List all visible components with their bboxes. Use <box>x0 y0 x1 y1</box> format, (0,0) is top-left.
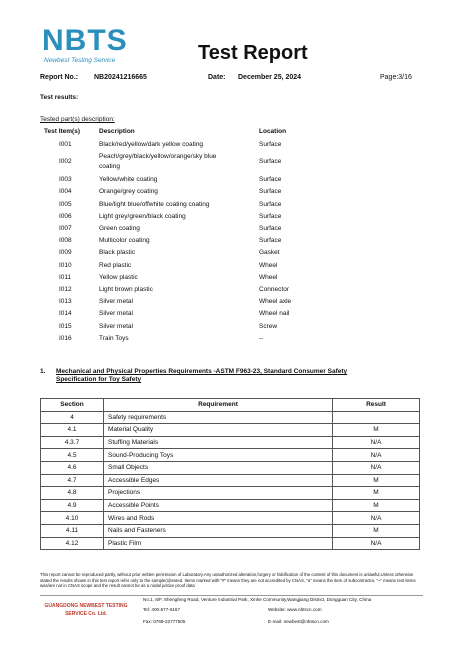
part-location: Screw <box>259 322 278 330</box>
part-item-id: I005 <box>59 200 72 208</box>
table-row <box>41 474 420 487</box>
part-item-id: I006 <box>59 212 72 220</box>
part-item-id: I009 <box>59 249 72 257</box>
part-description: Yellow plastic <box>99 273 138 281</box>
part-item-id: I012 <box>59 286 72 293</box>
col-test-item: Test Item(s) <box>44 128 80 135</box>
part-location: Surface <box>259 188 282 196</box>
row-requirement: Sound-Producing Toys <box>104 449 333 462</box>
part-description: Peach/grey/black/yellow/orange/sky blue <box>99 153 217 161</box>
part-location: Wheel axle <box>259 298 292 306</box>
header-result: Result <box>333 399 420 412</box>
row-requirement: Accessible Points <box>104 499 333 512</box>
part-item-id: I011 <box>59 273 72 281</box>
part-description: Silver metal <box>99 298 133 306</box>
table-row <box>41 461 420 474</box>
footer-divider <box>40 595 423 596</box>
row-section: 4.11 <box>41 524 104 537</box>
part-location: Gasket <box>259 249 280 257</box>
row-section: 4.12 <box>41 537 104 550</box>
part-location: Wheel <box>259 261 278 269</box>
row-section: 4.5 <box>41 449 104 462</box>
date-value: December 25, 2024 <box>238 74 302 81</box>
report-no-value: NB20241216665 <box>94 74 147 81</box>
section-title-line2: Specification for Toy Safety <box>56 376 142 383</box>
date-label: Date: <box>208 74 226 81</box>
part-description: Train Toys <box>99 334 129 342</box>
table-header-row <box>41 399 420 412</box>
row-requirement: Accessible Edges <box>104 474 333 487</box>
row-requirement: Small Objects <box>104 461 333 474</box>
company-name <box>40 602 132 618</box>
nbts-logo <box>42 26 130 64</box>
row-section: 4.8 <box>41 487 104 500</box>
row-requirement: Safety requirements <box>104 411 333 424</box>
table-row <box>41 487 420 500</box>
row-result: N/A <box>333 512 420 525</box>
part-location: Surface <box>259 212 282 220</box>
row-requirement: Material Quality <box>104 424 333 437</box>
row-requirement: Nails and Fasteners <box>104 524 333 537</box>
row-result: M <box>333 424 420 437</box>
report-title: Test Report <box>198 42 308 64</box>
part-location: Surface <box>259 158 282 166</box>
part-location: Surface <box>259 141 282 148</box>
part-item-id: I008 <box>59 237 72 245</box>
row-requirement: Plastic Film <box>104 537 333 550</box>
part-location: Wheel <box>259 273 278 281</box>
part-location: Surface <box>259 200 282 208</box>
table-row <box>41 524 420 537</box>
part-item-id: I013 <box>59 298 72 306</box>
page-number: Page:3/16 <box>380 74 412 81</box>
parts-heading: Tested part(s) description: <box>40 116 115 123</box>
part-description: Light grey/green/black coating <box>99 212 186 220</box>
part-item-id: I007 <box>59 225 72 232</box>
part-description: Red plastic <box>99 261 132 269</box>
row-section: 4.9 <box>41 499 104 512</box>
row-section: 4 <box>41 411 104 424</box>
part-item-id: I010 <box>59 261 72 269</box>
part-description: Silver metal <box>99 310 133 318</box>
report-no-label: Report No.: <box>40 74 79 81</box>
part-description: Silver metal <box>99 322 133 330</box>
header-section: Section <box>41 399 104 412</box>
table-row <box>41 512 420 525</box>
part-location: Connector <box>259 286 289 293</box>
part-location: Surface <box>259 237 282 245</box>
part-description: Yellow/white coating <box>99 176 158 184</box>
part-item-id: I001 <box>59 141 72 148</box>
col-description: Description <box>99 128 135 135</box>
part-description: Black/red/yellow/dark yellow coating <box>99 141 204 148</box>
part-location: Surface <box>259 225 282 232</box>
logo-text: NBTS <box>42 24 128 57</box>
part-item-id: I014 <box>59 310 72 318</box>
table-row <box>41 449 420 462</box>
row-section: 4.7 <box>41 474 104 487</box>
company-email: E-mail: newbest@nbtscn.com <box>268 619 329 624</box>
section-number: 1. <box>40 368 46 375</box>
row-result <box>333 411 420 424</box>
logo-subtitle: Newbest Testing Service <box>44 57 116 64</box>
section-title-line1: Mechanical and Physical Properties Requirements -ASTM F963-23, Standard Consumer Safety <box>56 368 348 375</box>
row-section: 4.3.7 <box>41 436 104 449</box>
row-requirement: Wires and Rods <box>104 512 333 525</box>
row-requirement: Stuffing Materials <box>104 436 333 449</box>
part-item-id: I003 <box>59 176 72 184</box>
test-results-label: Test results: <box>40 94 79 101</box>
part-description: Green coating <box>99 225 140 232</box>
disclaimer-text: This report cannot be reproduced partly, without prior written permission of Laboratory.Any unauthorized alteration,forgery or falsification of the content of this document is unlawful.Unless otherwise stated the results shown in this test report refer only to the sample(s)tested. Items marked with "#" means they are not accredited by CNAS, "a" means the item of subcontractor, "~" means test items was/are not in CNAS scope and the result cannot be as a nodal justice proof data <box>40 572 416 589</box>
company-address: No.1, 8/F, Shengfeng Road, Venture Industrial Park, Xinhe Community,Wangjiang District, Dongguan City, China <box>143 597 372 602</box>
part-description: Multicolor coating <box>99 237 150 245</box>
part-location: Wheel nail <box>259 310 290 318</box>
part-description-cont: coating <box>99 163 120 171</box>
table-row <box>41 499 420 512</box>
row-requirement: Projections <box>104 487 333 500</box>
part-description: Black plastic <box>99 249 136 257</box>
row-result: M <box>333 474 420 487</box>
company-website: Website: www.nbtscn.com <box>268 607 322 612</box>
row-result: M <box>333 499 420 512</box>
part-description: Light brown plastic <box>99 286 153 293</box>
col-location: Location <box>259 128 287 135</box>
table-row <box>41 436 420 449</box>
part-description: Orange/grey coating <box>99 188 158 196</box>
row-section: 4.10 <box>41 512 104 525</box>
table-row <box>41 424 420 437</box>
row-result: N/A <box>333 461 420 474</box>
part-location: -- <box>259 334 264 342</box>
table-row <box>41 537 420 550</box>
part-item-id: I016 <box>59 334 72 342</box>
row-result: N/A <box>333 449 420 462</box>
table-row <box>41 411 420 424</box>
part-item-id: I015 <box>59 322 72 330</box>
company-line2: SERVICE Co. Ltd. <box>65 611 107 617</box>
part-item-id: I004 <box>59 188 72 196</box>
row-result: M <box>333 487 420 500</box>
company-line1: GUANGDONG NEWBEST TESTING <box>44 603 128 609</box>
part-description: Blue/light blue/offwhite coating coating <box>99 200 210 208</box>
part-location: Surface <box>259 176 282 184</box>
header-requirement: Requirement <box>104 399 333 412</box>
company-fax: Fax: 0769-22777505 <box>143 619 186 624</box>
company-tel: Tel: 400-677-6167 <box>143 607 181 612</box>
requirements-table <box>40 398 420 550</box>
row-result: N/A <box>333 537 420 550</box>
row-section: 4.6 <box>41 461 104 474</box>
row-result: N/A <box>333 436 420 449</box>
row-result: M <box>333 524 420 537</box>
row-section: 4.1 <box>41 424 104 437</box>
part-item-id: I002 <box>59 158 72 166</box>
